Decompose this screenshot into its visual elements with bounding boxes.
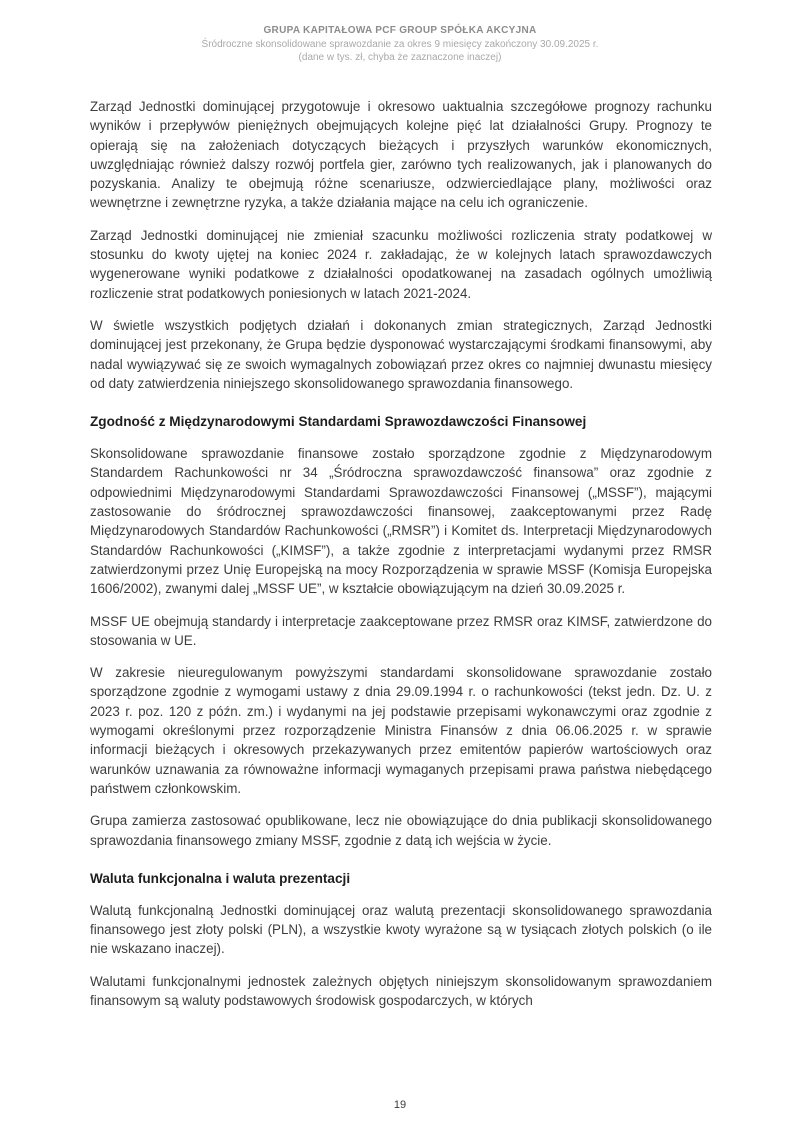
company-name: GRUPA KAPITAŁOWA PCF GROUP SPÓŁKA AKCYJNA: [263, 25, 537, 36]
page-footer: [0, 1099, 800, 1111]
paragraph-ifrs-eu-scope: MSSF UE obejmują standardy i interpretacje zaakceptowane przez RMSR oraz KIMSF, zatwierdzone do stosowania w UE.: [90, 613, 712, 648]
report-subtitle: Śródroczne skonsolidowane sprawozdanie za okres 9 miesięcy zakończony 30.09.2025 r.: [201, 39, 599, 50]
paragraph-accounting-act: W zakresie nieuregulowanym powyższymi standardami skonsolidowane sprawozdanie zostało sporządzone zgodnie z wymogami ustawy z dnia 29.09.1994 r. o rachunkowości (tekst jedn. Dz. U. z 2023 r. poz. 120 z późn. zm.) i wydanymi na jej podstawie przepisami wykonawczymi oraz zgodnie z wymogami określonymi przez rozporządzenie Ministra Finansów z dnia 06.06.2025 r. w sprawie informacji bieżących i okresowych przekazywanych przez emitentów papierów wartościowych oraz warunków uznawania za równoważne informacji wymaganych przepisami prawa państwa niebędącego państwem członkowskim.: [90, 665, 712, 796]
paragraph-ifrs-basis: Skonsolidowane sprawozdanie finansowe zostało sporządzone zgodnie z Międzynarodowym Standardem Rachunkowości nr 34 „Śródroczna sprawozdawczość finansowa” oraz zgodnie z odpowiednimi Międzynarodowymi Standardami Sprawozdawczości Finansowej („MSSF”), mającymi zastosowanie do śródrocznej sprawozdawczości finansowej, zaakceptowanymi przez Radę Międzynarodowych Standardów Rachunkowości („RMSR”) i Komitet ds. Interpretacji Międzynarodowych Standardów Rachunkowości („KIMSF”), a także zgodnie z interpretacjami wydanymi przez RMSR zatwierdzonymi przez Unię Europejską na mocy Rozporządzenia w sprawie MSSF (Komisja Europejska 1606/2002), zwanymi dalej „MSSF UE”, w kształcie obowiązującym na dzień 30.09.2025 r.: [90, 446, 712, 597]
page-header: [0, 0, 800, 64]
document-body: [0, 64, 800, 1010]
paragraph-tax-loss: Zarząd Jednostki dominującej nie zmieniał szacunku możliwości rozliczenia straty podatkowej w stosunku do kwoty ujętej na koniec 2024 r. zakładając, że w kolejnych latach sprawozdawczych wygenerowane wyniki podatkowe z działalności opodatkowanej na zasadach ogólnych umożliwią rozliczenie strat podatkowych poniesionych w latach 2021-2024.: [90, 227, 712, 301]
paragraph-presentation-currency: Walutą funkcjonalną Jednostki dominującej oraz walutą prezentacji skonsolidowanego sprawozdania finansowego jest złoty polski (PLN), a wszystkie kwoty wyrażone są w tysiącach złotych polskich (o ile nie wskazano inaczej).: [90, 902, 712, 957]
paragraph-future-amendments: Grupa zamierza zastosować opublikowane, lecz nie obowiązujące do dnia publikacji skonsolidowanego sprawozdania finansowego zmiany MSSF, zgodnie z datą ich wejścia w życie.: [90, 813, 712, 848]
paragraph-subsidiaries-currencies: Walutami funkcjonalnymi jednostek zależnych objętych niniejszym skonsolidowanym sprawozdaniem finansowym są waluty podstawowych środowisk gospodarczych, w których: [90, 973, 712, 1008]
paragraph-going-concern: W świetle wszystkich podjętych działań i dokonanych zmian strategicznych, Zarząd Jednostki dominującej jest przekonany, że Grupa będzie dysponować wystarczającymi środkami finansowymi, aby nadal wywiązywać się ze swoich wymagalnych zobowiązań przez okres co najmniej dwunastu miesięcy od daty zatwierdzenia niniejszego skonsolidowanego sprawozdania finansowego.: [90, 317, 712, 391]
heading-functional-currency: Waluta funkcjonalna i waluta prezentacji: [90, 870, 351, 886]
page-number: 19: [393, 1099, 407, 1111]
data-unit-note: (dane w tys. zł, chyba że zaznaczone inaczej): [298, 52, 502, 63]
heading-ifrs-compliance: Zgodność z Międzynarodowymi Standardami Sprawozdawczości Finansowej: [90, 414, 587, 430]
paragraph-forecasts: Zarząd Jednostki dominującej przygotowuje i okresowo uaktualnia szczegółowe prognozy rachunku wyników i przepływów pieniężnych obejmujących kolejne pięć lat działalności Grupy. Prognozy te opierają się na założeniach dotyczących bieżących i przyszłych warunków ekonomicznych, uwzględniając również dalszy rozwój portfela gier, zarówno tych realizowanych, jak i planowanych do pozyskania. Analizy te obejmują różne scenariusze, odzwierciedlające plany, możliwości oraz wewnętrzne i zewnętrzne ryzyka, a także działania mające na celu ich ograniczenie.: [90, 99, 712, 211]
